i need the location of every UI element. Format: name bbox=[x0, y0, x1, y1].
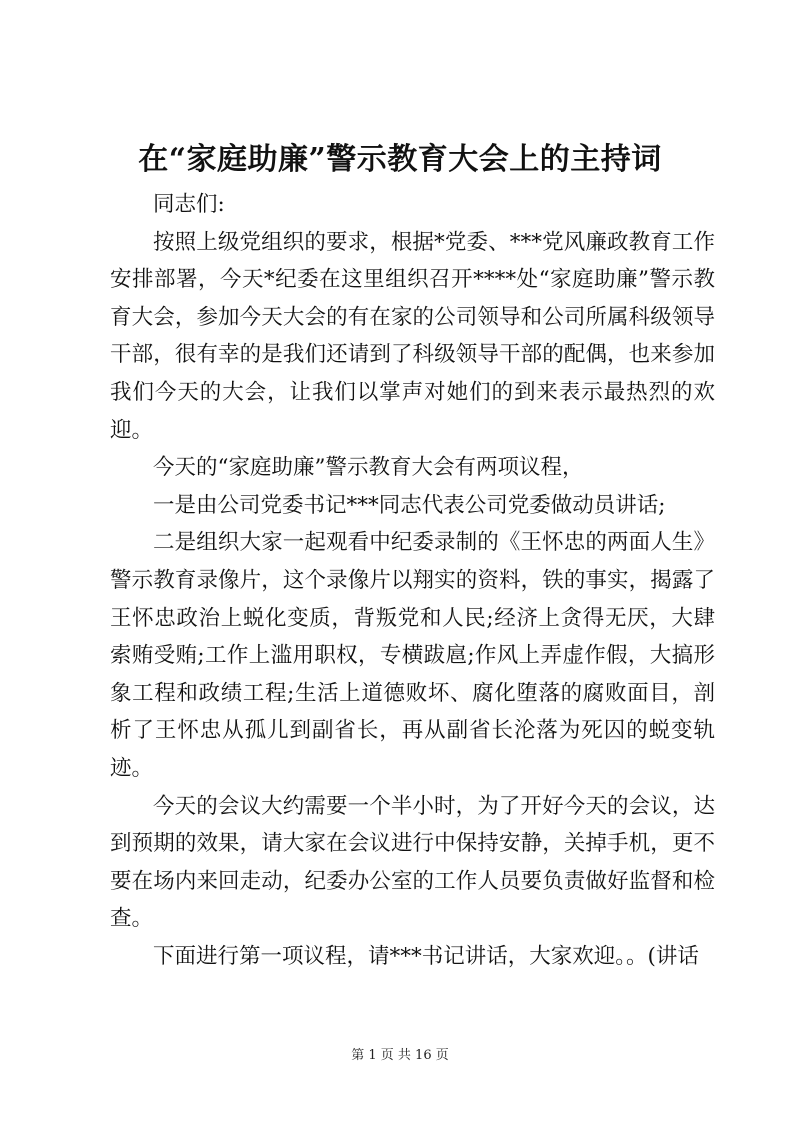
page-number-footer: 第 1 页 共 16 页 bbox=[351, 1048, 449, 1063]
document-body bbox=[110, 186, 715, 975]
paragraph: 今天的“家庭助廉”警示教育大会有两项议程， bbox=[153, 455, 584, 481]
paragraph: 一是由公司党委书记***同志代表公司党委做动员讲话; bbox=[153, 492, 666, 518]
paragraph: 按照上级党组织的要求，根据*党委、***党风廉政教育工作安排部署，今天*纪委在这里组织召开****处“家庭助廉”警示教育大会，参加今天大会的有在家的公司领导和公司所属科级领导干部，很有幸的是我们还请到了科级领导干部的配偶，也来参加我们今天的大会，让我们以掌声对她们的到来表示最热烈的欢迎。 bbox=[110, 229, 715, 443]
paragraph: 二是组织大家一起观看中纪委录制的《王怀忠的两面人生》警示教育录像片，这个录像片以翔实的资料，铁的事实，揭露了王怀忠政治上蜕化变质，背叛党和人民;经济上贪得无厌，大肆索贿受贿;工作上滥用职权，专横跋扈;作风上弄虚作假，大搞形象工程和政绩工程;生活上道德败坏、腐化堕落的腐败面目，剖析了王怀忠从孤儿到副省长，再从副省长沦落为死囚的蜕变轨迹。 bbox=[110, 530, 715, 781]
paragraph-salutation: 同志们: bbox=[153, 192, 225, 217]
paragraph: 今天的会议大约需要一个半小时，为了开好今天的会议，达到预期的效果，请大家在会议进行中保持安静，关掉手机，更不要在场内来回走动，纪委办公室的工作人员要负责做好监督和检查。 bbox=[110, 793, 715, 932]
paragraph: 下面进行第一项议程，请***书记讲话，大家欢迎。。(讲话 bbox=[153, 943, 699, 969]
document-title: 在“家庭助廉”警示教育大会上的主持词 bbox=[138, 142, 662, 177]
